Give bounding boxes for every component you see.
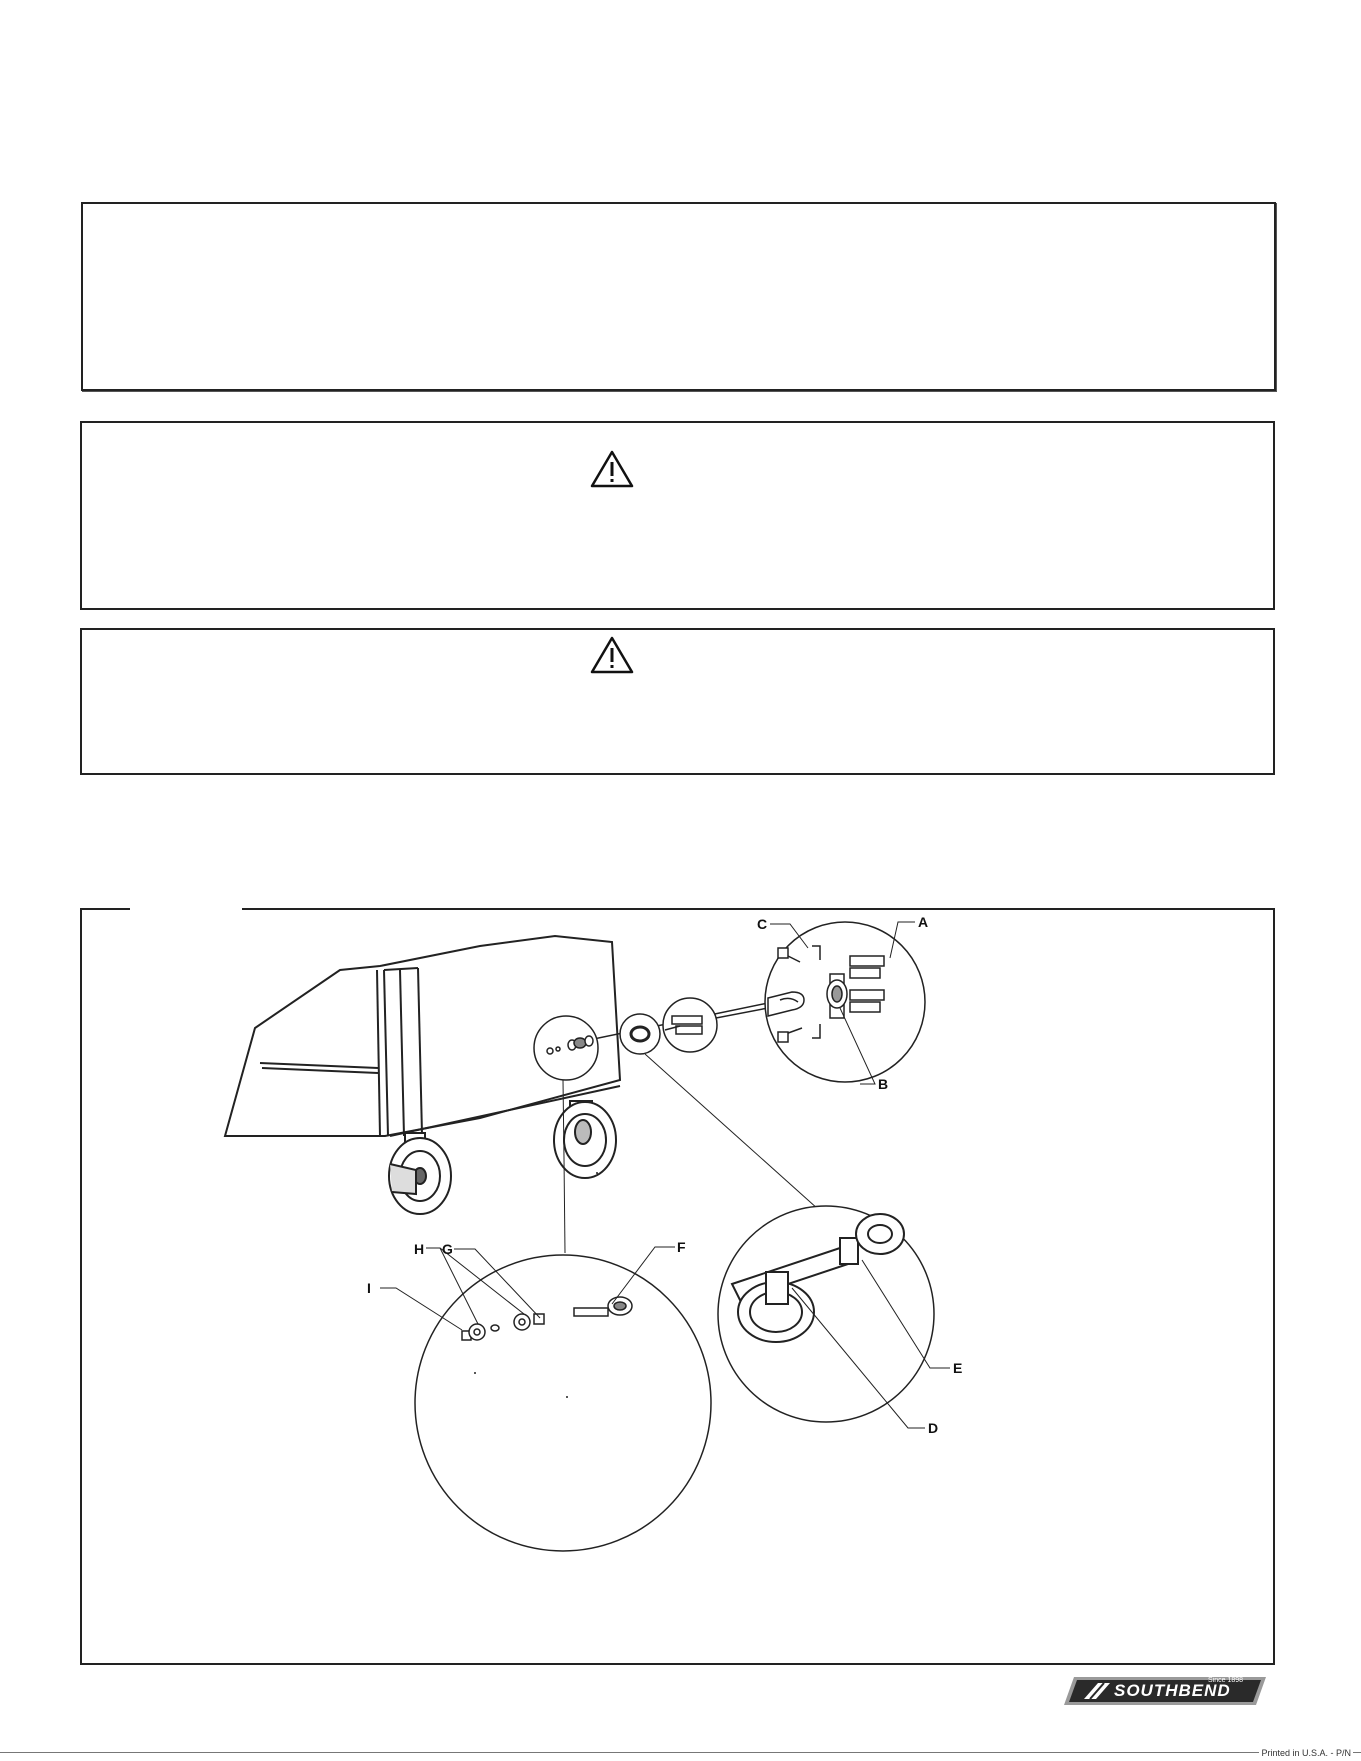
warning-triangle-icon	[590, 450, 634, 488]
svg-text:F: F	[677, 1239, 686, 1255]
bottom-rule	[0, 1752, 1361, 1753]
caster-front	[389, 1133, 451, 1214]
svg-text:B: B	[878, 1076, 889, 1092]
svg-text:E: E	[953, 1360, 963, 1376]
svg-text:H: H	[414, 1241, 425, 1257]
figure-frame	[80, 908, 1275, 1665]
svg-text:D: D	[928, 1420, 939, 1436]
svg-text:G: G	[442, 1241, 453, 1257]
svg-text:C: C	[757, 916, 768, 932]
footer-text: Printed in U.S.A. - P/N	[1261, 1748, 1351, 1758]
brand-name: SOUTHBEND	[1114, 1681, 1231, 1700]
brand-since: Since 1898	[1208, 1677, 1244, 1684]
warning-box-1	[80, 421, 1275, 610]
svg-text:I: I	[367, 1280, 371, 1296]
notice-box	[81, 202, 1276, 391]
caster-restraint-diagram	[80, 908, 1275, 1665]
svg-text:A: A	[918, 914, 929, 930]
warning-triangle-icon	[590, 636, 634, 674]
warning-box-2	[80, 628, 1275, 775]
